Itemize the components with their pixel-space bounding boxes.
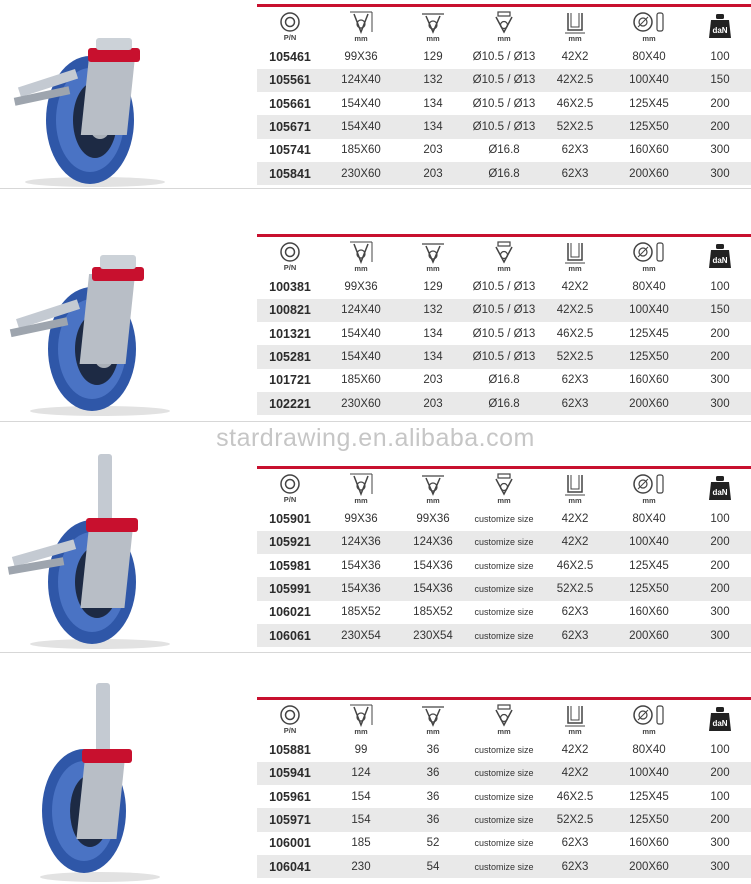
part-number-cell: 106001 [269,836,311,851]
part-number-cell: 105841 [269,166,311,181]
column-header [689,236,751,276]
bolt-hole-cell: customize size [474,560,534,571]
bolt-hole-cell: Ø16.8 [488,167,520,180]
table-row [257,322,751,345]
plate-icon [629,10,669,34]
height-cell: 54 [426,860,440,873]
bracket-cell: 62X3 [561,167,589,180]
wheel-spec-cell: 125X50 [629,814,669,827]
wheel-size-cell: 124X40 [341,304,381,317]
column-header [257,6,323,46]
table-body [257,739,751,879]
table-row [257,531,751,554]
product-section-3 [0,422,751,652]
wheel-size-cell: 154 [351,814,371,827]
bolt-hole-cell: Ø16.8 [488,144,520,157]
height-cell: 132 [423,74,443,87]
load-capacity-cell: 200 [710,559,730,572]
unit-mm-label: mm [426,726,440,736]
bracket-cell: 52X2.5 [556,583,594,596]
unit-mm-label: mm [568,726,582,736]
height-icon [418,703,448,727]
bracket-icon [560,703,590,727]
caster-image-braked-threaded-stem [0,422,240,652]
wheel-size-cell: 185X52 [341,606,381,619]
table-row [257,392,751,415]
load-unit-label: daN [712,488,728,498]
bracket-cell: 62X3 [561,606,589,619]
wheel-spec-cell: 160X60 [629,374,669,387]
watermark: stardrawing.en.alibaba.com [216,424,535,452]
weight-icon [707,475,733,501]
bracket-cell: 42X2 [561,744,589,757]
washer-icon [277,473,303,495]
bolt-hole-cell: customize size [474,745,534,756]
wheel-spec-cell: 200X60 [629,860,669,873]
height-icon [418,240,448,264]
table-row [257,46,751,69]
wheel-spec-cell: 80X40 [632,744,666,757]
bracket-cell: 62X3 [561,374,589,387]
column-header [609,699,689,739]
pn-label: P/N [283,32,297,42]
wheel-spec-cell: 160X60 [629,837,669,850]
part-number-cell: 101321 [269,326,311,341]
part-number-cell: 101721 [269,373,311,388]
product-section-1 [0,0,751,188]
table-row [257,115,751,138]
wheel-size-cell: 154X40 [341,97,381,110]
load-capacity-cell: 200 [710,814,730,827]
unit-mm-label: mm [426,263,440,273]
column-header [467,236,541,276]
load-capacity-cell: 300 [710,144,730,157]
wheel-size-cell: 99X36 [344,513,378,526]
bolt-hole-cell: Ø10.5 / Ø13 [472,121,536,134]
wheel-diameter-icon [346,472,376,496]
height-cell: 129 [423,51,443,64]
column-header [689,6,751,46]
height-cell: 124X36 [413,536,453,549]
part-number-cell: 105981 [269,558,311,573]
load-unit-label: daN [712,26,728,36]
unit-mm-label: mm [497,263,511,273]
height-cell: 99X36 [416,513,450,526]
load-capacity-cell: 200 [710,583,730,596]
spec-table [257,4,751,185]
unit-mm-label: mm [568,263,582,273]
load-capacity-cell: 200 [710,767,730,780]
part-number-cell: 105671 [269,120,311,135]
load-capacity-cell: 300 [710,606,730,619]
bolt-hole-cell: customize size [474,537,534,548]
caster-image-braked-bolt-hole [0,0,240,188]
bolt-hole-cell: Ø10.5 / Ø13 [472,51,536,64]
column-header [323,6,399,46]
table-row [257,92,751,115]
wheel-spec-cell: 125X50 [629,121,669,134]
wheel-spec-cell: 160X60 [629,144,669,157]
column-header [467,699,541,739]
bracket-cell: 46X2.5 [556,559,594,572]
height-cell: 134 [423,327,443,340]
bracket-cell: 46X2.5 [556,97,594,110]
bracket-cell: 42X2.5 [556,74,594,87]
bracket-cell: 62X3 [561,397,589,410]
column-header [323,468,399,508]
table-row [257,624,751,647]
column-header [399,468,467,508]
height-cell: 129 [423,281,443,294]
table-row [257,69,751,92]
wheel-spec-cell: 100X40 [629,536,669,549]
load-capacity-cell: 200 [710,351,730,364]
table-row [257,832,751,855]
table-row [257,601,751,624]
height-cell: 154X36 [413,583,453,596]
bolt-hole-cell: Ø16.8 [488,374,520,387]
wheel-size-cell: 154X36 [341,583,381,596]
weight-icon [707,706,733,732]
unit-mm-label: mm [568,495,582,505]
load-capacity-cell: 200 [710,121,730,134]
bracket-cell: 62X3 [561,144,589,157]
table-row [257,139,751,162]
height-cell: 230X54 [413,629,453,642]
column-header [257,699,323,739]
table-row [257,785,751,808]
pn-label: P/N [283,494,297,504]
height-cell: 154X36 [413,559,453,572]
wheel-diameter-icon [346,703,376,727]
load-capacity-cell: 100 [710,51,730,64]
wheel-size-cell: 124 [351,767,371,780]
bracket-cell: 46X2.5 [556,790,594,803]
bolt-hole-cell: Ø10.5 / Ø13 [472,351,536,364]
table-row [257,554,751,577]
bracket-cell: 52X2.5 [556,814,594,827]
column-header [609,6,689,46]
load-capacity-cell: 200 [710,327,730,340]
part-number-cell: 105991 [269,582,311,597]
wheel-spec-cell: 200X60 [629,397,669,410]
load-capacity-cell: 300 [710,860,730,873]
pn-label: P/N [283,725,297,735]
bracket-cell: 46X2.5 [556,327,594,340]
wheel-spec-cell: 100X40 [629,74,669,87]
washer-icon [277,11,303,33]
part-number-cell: 106021 [269,605,311,620]
wheel-spec-cell: 200X60 [629,629,669,642]
table-row [257,855,751,878]
unit-mm-label: mm [497,33,511,43]
bolt-hole-cell: customize size [474,861,534,872]
unit-mm-label: mm [497,495,511,505]
column-header [399,6,467,46]
bracket-cell: 42X2.5 [556,304,594,317]
table-body [257,276,751,416]
wheel-size-cell: 185X60 [341,374,381,387]
table-row [257,276,751,299]
part-number-cell: 105741 [269,143,311,158]
spec-table [257,234,751,415]
plate-icon [629,240,669,264]
height-cell: 36 [426,744,440,757]
column-header [257,236,323,276]
bracket-cell: 62X3 [561,629,589,642]
wheel-spec-cell: 80X40 [632,51,666,64]
table-row [257,299,751,322]
bolt-hole-icon [489,472,519,496]
wheel-spec-cell: 125X50 [629,351,669,364]
bracket-cell: 52X2.5 [556,121,594,134]
bracket-icon [560,10,590,34]
product-section-2 [0,189,751,420]
unit-mm-label: mm [642,726,656,736]
plate-icon [629,703,669,727]
bolt-hole-cell: customize size [474,630,534,641]
column-header [399,236,467,276]
part-number-cell: 105881 [269,743,311,758]
column-header [323,699,399,739]
wheel-diameter-icon [346,240,376,264]
height-cell: 203 [423,144,443,157]
wheel-spec-cell: 100X40 [629,304,669,317]
table-header [257,468,751,508]
wheel-size-cell: 154X40 [341,327,381,340]
bolt-hole-cell: customize size [474,607,534,618]
wheel-size-cell: 230X60 [341,167,381,180]
wheel-size-cell: 154X40 [341,121,381,134]
load-capacity-cell: 100 [710,744,730,757]
load-capacity-cell: 300 [710,397,730,410]
wheel-spec-cell: 160X60 [629,606,669,619]
part-number-cell: 100381 [269,280,311,295]
load-capacity-cell: 100 [710,790,730,803]
wheel-size-cell: 99 [354,744,368,757]
table-row [257,577,751,600]
part-number-cell: 100821 [269,303,311,318]
bolt-hole-cell: customize size [474,768,534,779]
height-cell: 134 [423,97,443,110]
height-cell: 52 [426,837,440,850]
wheel-spec-cell: 125X45 [629,559,669,572]
unit-mm-label: mm [354,33,368,43]
bracket-cell: 52X2.5 [556,351,594,364]
height-cell: 36 [426,767,440,780]
load-capacity-cell: 200 [710,536,730,549]
part-number-cell: 105281 [269,350,311,365]
caster-image-braked-bolt-hole [0,189,240,420]
load-capacity-cell: 150 [710,74,730,87]
height-cell: 36 [426,790,440,803]
caster-image-threaded-stem [0,653,240,884]
table-row [257,739,751,762]
unit-mm-label: mm [568,33,582,43]
column-header [609,236,689,276]
wheel-size-cell: 99X36 [344,51,378,64]
washer-icon [277,241,303,263]
table-header [257,6,751,46]
wheel-spec-cell: 125X50 [629,583,669,596]
column-header [323,236,399,276]
load-capacity-cell: 300 [710,629,730,642]
unit-mm-label: mm [426,33,440,43]
bolt-hole-cell: Ø10.5 / Ø13 [472,304,536,317]
load-unit-label: daN [712,719,728,729]
bolt-hole-cell: Ø10.5 / Ø13 [472,327,536,340]
part-number-cell: 105561 [269,73,311,88]
wheel-spec-cell: 125X45 [629,327,669,340]
height-icon [418,472,448,496]
table-row [257,762,751,785]
part-number-cell: 106061 [269,628,311,643]
wheel-spec-cell: 125X45 [629,97,669,110]
bolt-hole-cell: customize size [474,514,534,525]
wheel-size-cell: 124X40 [341,74,381,87]
table-header [257,699,751,739]
pn-label: P/N [283,262,297,272]
unit-mm-label: mm [642,33,656,43]
part-number-cell: 102221 [269,396,311,411]
column-header [541,236,609,276]
bolt-hole-icon [489,703,519,727]
table-body [257,508,751,648]
bolt-hole-icon [489,240,519,264]
unit-mm-label: mm [426,495,440,505]
wheel-spec-cell: 200X60 [629,167,669,180]
bolt-hole-cell: customize size [474,584,534,595]
spec-table [257,466,751,647]
bolt-hole-cell: Ø10.5 / Ø13 [472,97,536,110]
height-cell: 134 [423,351,443,364]
wheel-size-cell: 99X36 [344,281,378,294]
bolt-hole-cell: Ø16.8 [488,397,520,410]
unit-mm-label: mm [642,263,656,273]
bracket-cell: 42X2 [561,513,589,526]
bracket-cell: 42X2 [561,51,589,64]
column-header [609,468,689,508]
bracket-cell: 62X3 [561,837,589,850]
table-row [257,162,751,185]
height-cell: 203 [423,397,443,410]
height-cell: 203 [423,374,443,387]
wheel-spec-cell: 100X40 [629,767,669,780]
bolt-hole-cell: customize size [474,791,534,802]
spec-table [257,697,751,878]
table-row [257,345,751,368]
height-cell: 203 [423,167,443,180]
wheel-spec-cell: 80X40 [632,281,666,294]
bracket-icon [560,240,590,264]
column-header [257,468,323,508]
wheel-size-cell: 230X60 [341,397,381,410]
wheel-diameter-icon [346,10,376,34]
load-capacity-cell: 300 [710,374,730,387]
column-header [467,6,541,46]
wheel-size-cell: 154X36 [341,559,381,572]
bolt-hole-cell: Ø10.5 / Ø13 [472,74,536,87]
bracket-cell: 42X2 [561,281,589,294]
wheel-size-cell: 230X54 [341,629,381,642]
part-number-cell: 105961 [269,789,311,804]
column-header [541,699,609,739]
unit-mm-label: mm [497,726,511,736]
bolt-hole-cell: Ø10.5 / Ø13 [472,281,536,294]
load-capacity-cell: 300 [710,837,730,850]
bolt-hole-cell: customize size [474,838,534,849]
part-number-cell: 105941 [269,766,311,781]
table-body [257,46,751,186]
unit-mm-label: mm [642,495,656,505]
bolt-hole-icon [489,10,519,34]
load-capacity-cell: 100 [710,513,730,526]
load-capacity-cell: 300 [710,167,730,180]
bolt-hole-cell: customize size [474,815,534,826]
part-number-cell: 105971 [269,813,311,828]
unit-mm-label: mm [354,263,368,273]
table-header [257,236,751,276]
load-unit-label: daN [712,256,728,266]
plate-icon [629,472,669,496]
column-header [689,468,751,508]
wheel-size-cell: 154 [351,790,371,803]
wheel-size-cell: 185X60 [341,144,381,157]
wheel-spec-cell: 125X45 [629,790,669,803]
column-header [399,699,467,739]
unit-mm-label: mm [354,495,368,505]
table-row [257,808,751,831]
height-cell: 134 [423,121,443,134]
wheel-size-cell: 185 [351,837,371,850]
column-header [541,6,609,46]
bracket-icon [560,472,590,496]
height-cell: 132 [423,304,443,317]
part-number-cell: 105461 [269,50,311,65]
column-header [467,468,541,508]
height-cell: 36 [426,814,440,827]
load-capacity-cell: 100 [710,281,730,294]
weight-icon [707,243,733,269]
unit-mm-label: mm [354,726,368,736]
part-number-cell: 106041 [269,859,311,874]
load-capacity-cell: 150 [710,304,730,317]
weight-icon [707,13,733,39]
washer-icon [277,704,303,726]
column-header [541,468,609,508]
table-row [257,508,751,531]
part-number-cell: 105921 [269,535,311,550]
product-section-4 [0,653,751,884]
wheel-spec-cell: 80X40 [632,513,666,526]
table-row [257,369,751,392]
wheel-size-cell: 230 [351,860,371,873]
part-number-cell: 105661 [269,96,311,111]
load-capacity-cell: 200 [710,97,730,110]
bracket-cell: 42X2 [561,536,589,549]
bracket-cell: 42X2 [561,767,589,780]
column-header [689,699,751,739]
bracket-cell: 62X3 [561,860,589,873]
height-icon [418,10,448,34]
wheel-size-cell: 154X40 [341,351,381,364]
wheel-size-cell: 124X36 [341,536,381,549]
part-number-cell: 105901 [269,512,311,527]
height-cell: 185X52 [413,606,453,619]
